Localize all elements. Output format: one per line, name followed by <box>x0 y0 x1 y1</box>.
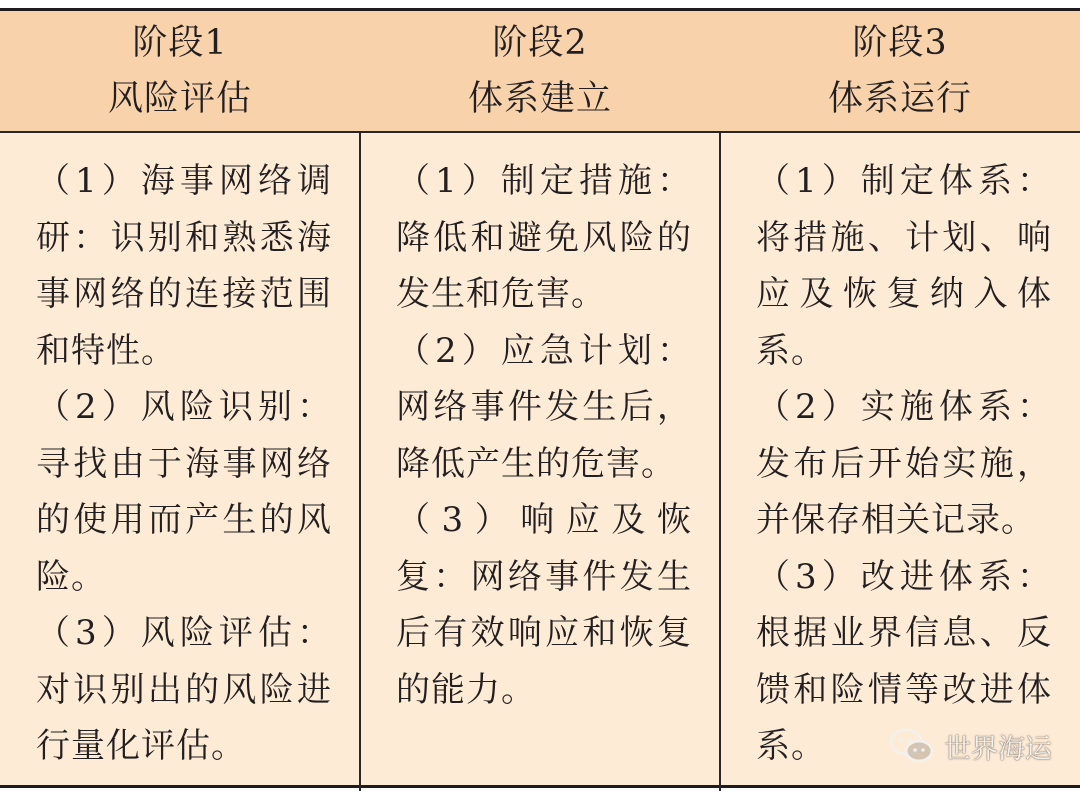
header-cell-stage-3 <box>720 11 1080 131</box>
body-cell-stage-2 <box>396 153 692 783</box>
body-cell-stage-1 <box>36 153 332 783</box>
column-divider <box>719 133 721 791</box>
list-item: （2）风险识别：寻找由于海事网络的使用而产生的风险。 <box>36 387 332 597</box>
list-item: （3）风险评估：对识别出的风险进行量化评估。 <box>36 613 332 766</box>
table-header <box>0 11 1080 133</box>
body-cell-stage-3 <box>756 153 1052 783</box>
stages-table <box>0 8 1080 788</box>
list-item: （2）应急计划：网络事件发生后，降低产生的危害。 <box>396 330 692 484</box>
list-item: （1）海事网络调研：识别和熟悉海事网络的连接范围和特性。 <box>36 161 332 371</box>
stage-label: 阶段3 <box>852 23 948 63</box>
list-item: （2）实施体系：发布后开始实施，并保存相关记录。 <box>756 387 1052 540</box>
stage-title: 体系运行 <box>827 79 972 119</box>
header-cell-stage-1 <box>0 11 360 131</box>
stage-label: 阶段1 <box>132 23 228 63</box>
list-item: （1）制定措施：降低和避免风险的发生和危害。 <box>396 161 692 314</box>
stage-title: 风险评估 <box>107 79 252 119</box>
stage-title: 体系建立 <box>467 79 612 119</box>
header-cell-stage-2 <box>360 11 720 131</box>
list-item: （1）制定体系：将措施、计划、响应及恢复纳入体系。 <box>756 161 1052 371</box>
column-divider <box>359 133 361 791</box>
stage-label: 阶段2 <box>492 23 588 63</box>
wechat-icon <box>888 726 936 766</box>
watermark <box>888 726 1052 766</box>
watermark-text: 世界海运 <box>944 733 1052 765</box>
list-item: （3）响应及恢复：网络事件发生后有效响应和恢复的能力。 <box>396 500 692 710</box>
list-item: （3）改进体系：根据业界信息、反馈和险情等改进体系。 <box>756 556 1052 766</box>
